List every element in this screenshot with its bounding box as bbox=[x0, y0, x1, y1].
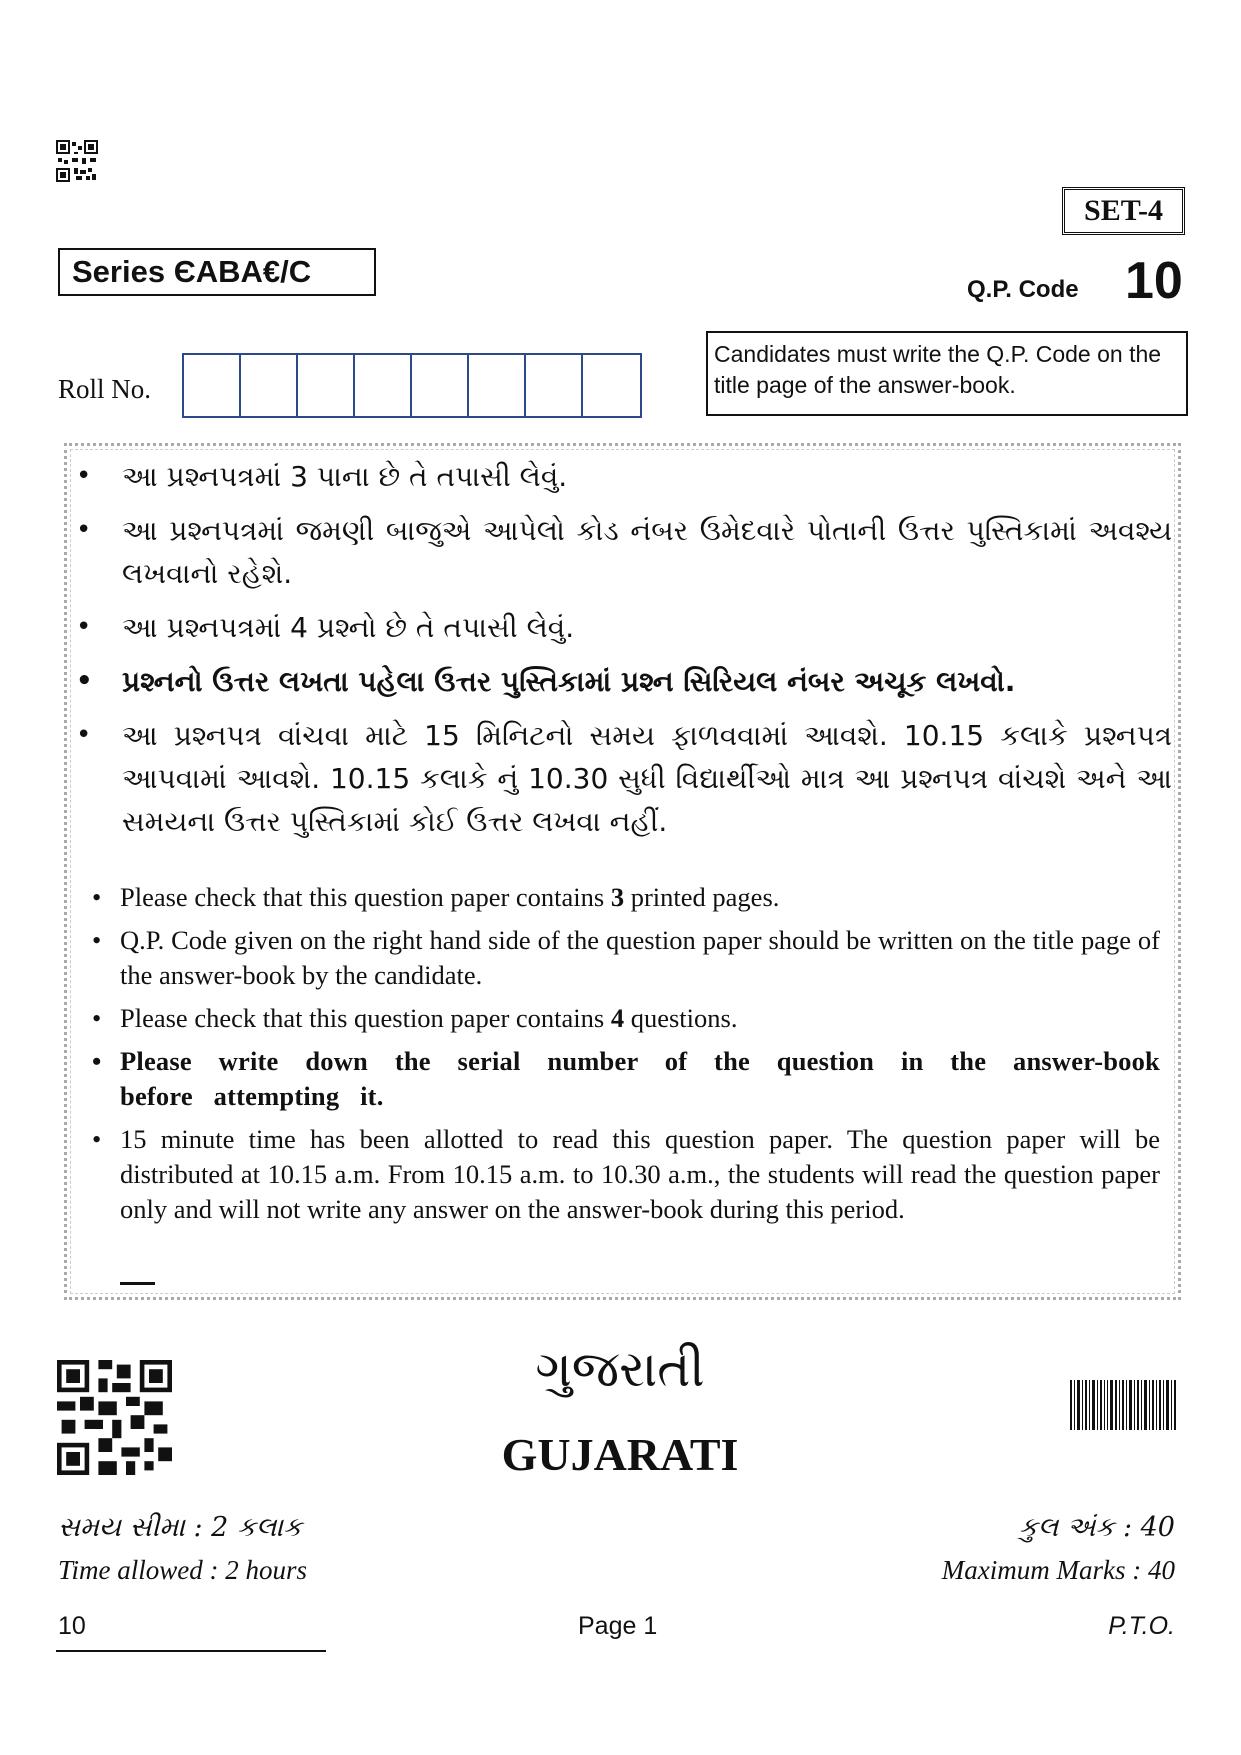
page-number: Page 1 bbox=[578, 1612, 658, 1640]
instruction-gu-3: • આ પ્રશ્નપત્રમાં 4 પ્રશ્નો છે તે તપાસી લેવું. bbox=[72, 606, 1172, 649]
instruction-en-5: • 15 minute time has been allotted to read this question paper. The question paper will be distributed at 10.15 a.m. From 10.15 a.m. to 10.30 a.m., the students will read the question paper only and will not write any answer on the answer-book during this period. bbox=[88, 1122, 1160, 1227]
instruction-gu-2: • આ પ્રશ્નપત્રમાં જમણી બાજુએ આપેલો કોડ નંબર ઉમેદવારે પોતાની ઉત્તર પુસ્તિકામાં અવશ્ય લખવાનો રહેશે. bbox=[72, 509, 1172, 595]
qp-code-value: 10 bbox=[1125, 252, 1183, 310]
time-allowed-gujarati: સમય સીમા : 2 કલાક bbox=[58, 1512, 303, 1543]
qr-code-large-icon bbox=[57, 1360, 172, 1475]
instructions-english bbox=[88, 880, 1160, 1235]
candidate-note: Candidates must write the Q.P. Code on the title page of the answer-book. bbox=[706, 331, 1188, 416]
max-marks-english: Maximum Marks : 40 bbox=[941, 1555, 1175, 1585]
roll-digit-box[interactable] bbox=[412, 355, 469, 416]
end-dash bbox=[120, 1282, 155, 1285]
roll-digit-box[interactable] bbox=[355, 355, 412, 416]
roll-digit-box[interactable] bbox=[298, 355, 355, 416]
qp-code-label: Q.P. Code bbox=[967, 276, 1079, 303]
footer-code: 10 bbox=[58, 1612, 86, 1640]
subject-title-gujarati: ગુજરાતી bbox=[535, 1340, 705, 1398]
roll-digit-box[interactable] bbox=[469, 355, 526, 416]
instructions-gujarati bbox=[72, 455, 1172, 854]
roll-digit-box[interactable] bbox=[526, 355, 583, 416]
subject-title-english: GUJARATI bbox=[501, 1429, 739, 1480]
roll-digit-box[interactable] bbox=[241, 355, 298, 416]
roll-number-boxes[interactable] bbox=[182, 353, 642, 418]
instruction-en-3: • Please check that this question paper contains 4 questions. bbox=[88, 1001, 1160, 1036]
qr-code-small-icon bbox=[56, 140, 98, 182]
set-badge: SET-4 bbox=[1062, 187, 1185, 235]
roll-number-label: Roll No. bbox=[58, 374, 152, 404]
max-marks-gujarati: કુલ અંક : 40 bbox=[1018, 1512, 1175, 1543]
time-allowed-english: Time allowed : 2 hours bbox=[58, 1555, 308, 1585]
instruction-en-2: • Q.P. Code given on the right hand side of the question paper should be written on the title page of the answer-book by the candidate. bbox=[88, 923, 1160, 993]
pto-label: P.T.O. bbox=[1108, 1612, 1175, 1640]
instruction-gu-5: • આ પ્રશ્નપત્ર વાંચવા માટે 15 મિનિટનો સમય ફાળવવામાં આવશે. 10.15 કલાકે પ્રશ્નપત્ર આપવામાં આવશે. 10.15 કલાકે નું 10.30 સુધી વિદ્યાર્થીઓ માત્ર આ પ્રશ્નપત્ર વાંચશે અને આ સમયના ઉત્તર પુસ્તિકામાં કોઈ ઉત્તર લખવા નહીં. bbox=[72, 714, 1172, 843]
barcode-icon bbox=[1070, 1380, 1178, 1430]
series-badge: Series ЄABA€/C bbox=[58, 248, 376, 296]
roll-digit-box[interactable] bbox=[184, 355, 241, 416]
instruction-gu-1: • આ પ્રશ્નપત્રમાં 3 પાના છે તે તપાસી લેવું. bbox=[72, 455, 1172, 498]
instruction-gu-4: • પ્રશ્નનો ઉત્તર લખતા પહેલા ઉત્તર પુસ્તિકામાં પ્રશ્ન સિરિયલ નંબર અચૂક લખવો. bbox=[72, 660, 1172, 703]
instruction-en-1: • Please check that this question paper contains 3 printed pages. bbox=[88, 880, 1160, 915]
footer-rule bbox=[56, 1650, 326, 1652]
instruction-en-4: • Please write down the serial number of the question in the answer-book before attempting it. bbox=[88, 1044, 1160, 1114]
roll-digit-box[interactable] bbox=[583, 355, 640, 416]
